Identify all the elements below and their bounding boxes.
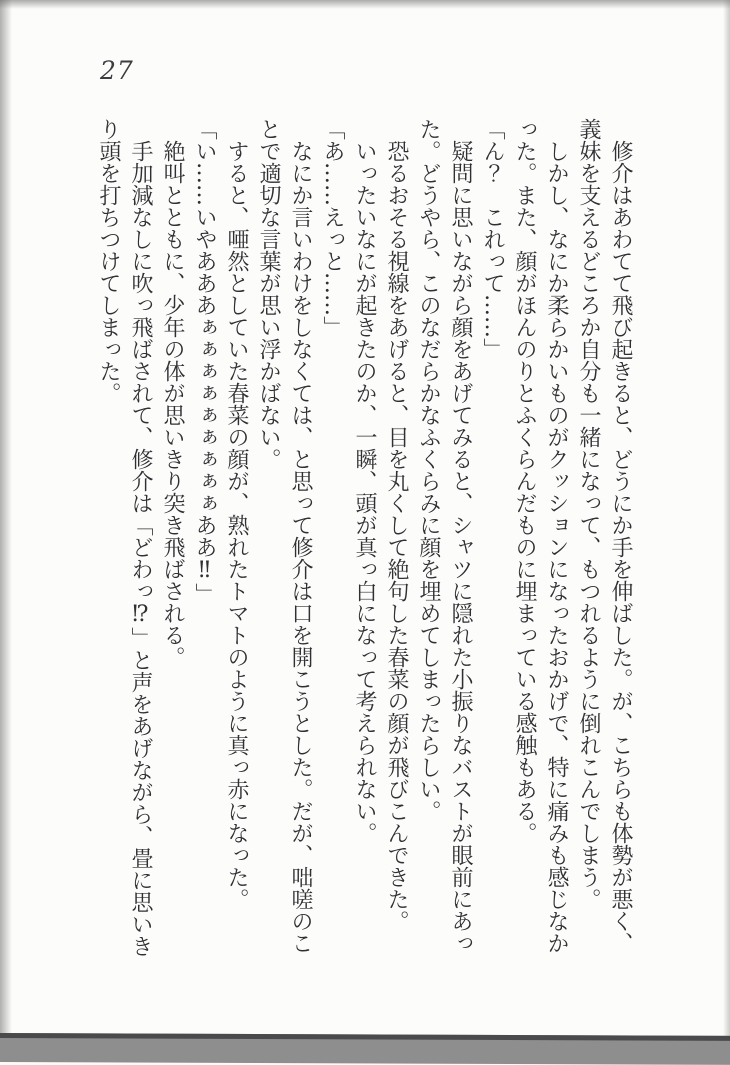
scan-edge-right: [723, 0, 730, 1050]
paragraph-dialogue: 「い……いやあああぁぁぁぁぁぁぁぁぁああ‼」: [192, 118, 217, 605]
paragraph: 手加減なしに吹っ飛ばされて、修介は「どわっ⁉」と声をあげながら、畳に思いきり頭を打ちつけてしまった。: [96, 118, 153, 957]
novel-text-block: [92, 118, 636, 960]
paragraph: 絶叫とともに、少年の体が思いきり突き飛ばされる。: [160, 140, 185, 668]
paragraph: 疑問に思いながら顔をあげてみると、シャツに隠れた小振りなバストが眼前にあった。どうやら、このなだらかなふくらみに顔を埋めてしまったらしい。: [416, 118, 473, 954]
paragraph: しかし、なにか柔らかいものがクッションになったおかげで、特に痛みも感じなかった。また、顔がほんのりとふくらんだものに埋まっている感触もある。: [512, 118, 569, 954]
paragraph: なにか言いわけをしなくては、と思って修介は口を開こうとした。だが、咄嗟のことで適切な言葉が思い浮かばない。: [256, 118, 313, 954]
scan-edge-left: [0, 0, 12, 1050]
paragraph: いったいなにが起きたのか、一瞬、頭が真っ白になって考えられない。: [352, 140, 377, 844]
scan-edge-top: [0, 0, 730, 9]
paragraph-dialogue: 「あ……えっと……」: [320, 118, 345, 338]
paragraph: すると、唖然としていた春菜の顔が、熟れたトマトのように真っ赤になった。: [224, 140, 249, 910]
page-number: 27: [100, 56, 134, 85]
paragraph: 恐るおそる視線をあげると、目を丸くして絶句した春菜の顔が飛びこんできた。: [384, 140, 409, 932]
paragraph-dialogue: 「ん？ これって……」: [480, 118, 505, 360]
paragraph: 修介はあわてて飛び起きると、どうにか手を伸ばした。が、こちらも体勢が悪く、義妹を支えるどころか自分も一緒になって、もつれるように倒れこんでしまう。: [576, 118, 633, 954]
scan-edge-bottom: [0, 1033, 730, 1065]
